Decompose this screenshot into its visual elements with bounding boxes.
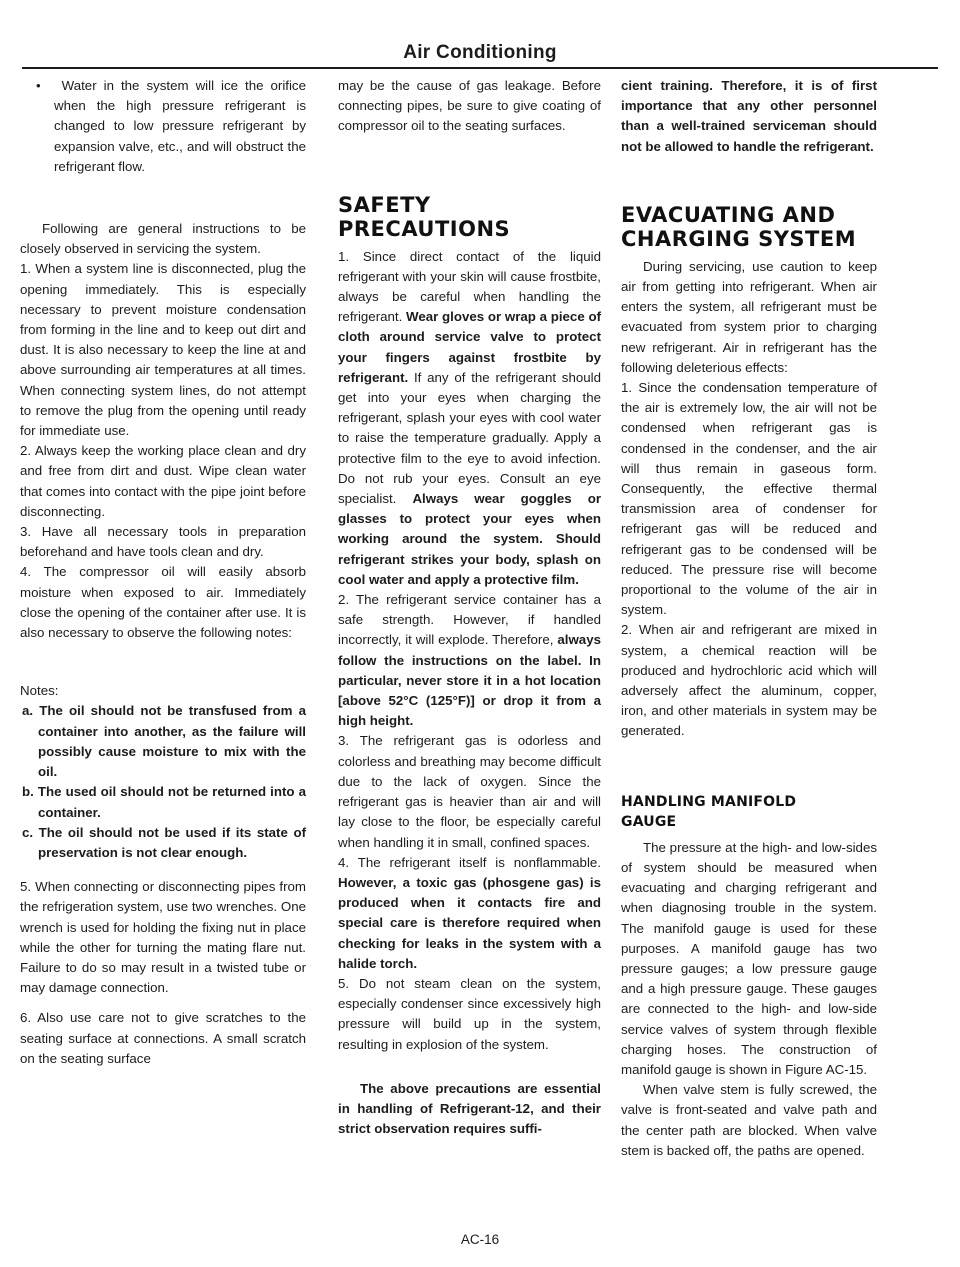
note-a: a. The oil should not be transfused from a container into another, as the failure will possibly cause moisture to mix with the oil.: [22, 703, 306, 780]
safety-heading-line2: PRECAUTIONS: [338, 216, 511, 241]
evacuating-item-1: 1. Since the condensation temperature of the air is extremely low, the air will not be condensed when refrigerant gas is condensed in the condenser, and the air will thus remain in gaseous form. Consequently, the effective thermal transmission area of condenser for refrigerant gas will be reduced and refrigerant gas to be condensed will be reduced. The pressure rise will become proportional to the volume of the air in system.: [621, 380, 877, 618]
manifold-paragraph-1: The pressure at the high- and low-sides of system should be measured when evacuating and charging refrigerant and when diagnosing trouble in the system. The manifold gauge is used for these purposes. A manifold gauge has two pressure gauges; a low pressure gauge and a high pressure gauge. These gauges are connected to the high- and low-side service valves of system through flexible charging hoses. The construction of manifold gauge is shown in Figure AC-15.: [621, 839, 877, 1077]
safety-item-1-bold-b: Wear gloves or wrap a piece of cloth around service valve to protect your fingers against frostbite by refrigerant.: [338, 309, 601, 385]
instruction-4: 4. The compressor oil will easily absorb moisture when exposed to air. Immediately close the opening of the container after use. It is also necessary to observe the following notes:: [20, 564, 306, 641]
bullet-mark: •: [36, 78, 41, 93]
safety-item-4-text-a: 4. The refrigerant itself is nonflammable.: [338, 854, 601, 870]
safety-item-2-bold-b: always follow the instructions on the label. In particular, never store it in a hot location [above 52°C (125°F)] or drop it from a high height.: [338, 632, 601, 729]
instruction-5: 5. When connecting or disconnecting pipes from the refrigeration system, use two wrenches. One wrench is used for holding the fixing nut in place while the other for turning the mating flare nut. Failure to do so may result in a twisted tube or may damage connection.: [20, 879, 306, 996]
manifold-paragraph-2: When valve stem is fully screwed, the valve is front-seated and valve path and the center path are blocked. When valve stem is backed off, the paths are opened.: [621, 1082, 877, 1158]
continuation-text-bold: cient training. Therefore, it is of first importance that any other personnel than a well-trained serviceman should not be allowed to handle the refrigerant.: [621, 78, 877, 154]
notes-label: Notes:: [20, 683, 59, 699]
evacuating-intro: During servicing, use caution to keep air from getting into refrigerant. When air enters the system, all refrigerant must be evacuated from system prior to charging new refrigerant. Air in refrigerant has the following deleterious effects:: [621, 258, 877, 375]
header-rule: [22, 67, 938, 69]
manifold-heading: [621, 792, 877, 832]
evacuating-heading-line1: EVACUATING AND: [621, 202, 836, 227]
manifold-heading-line1: HANDLING MANIFOLD: [621, 793, 797, 810]
bullet-text: Water in the system will ice the orifice when the high pressure refrigerant is changed to low pressure refrigerant by expansion valve, etc., and will obstruct the refrigerant flow.: [54, 78, 306, 174]
safety-item-2-text-a: 2. The refrigerant service container has a safe strength. However, if handled incorrectly, it will explode. Therefore,: [338, 592, 601, 648]
closing-paragraph: The above precautions are essential in handling of Refrigerant-12, and their strict observation requires suffi-: [338, 1080, 601, 1137]
evacuating-heading-line2: CHARGING SYSTEM: [621, 226, 857, 251]
safety-item-1-bold-d: Always wear goggles or glasses to protect your eyes when working around the system. Should refrigerant strikes your body, splash on cool water and apply a protective film.: [338, 491, 601, 587]
intro-paragraph: Following are general instructions to be closely observed in servicing the system.: [20, 221, 306, 257]
instruction-3: 3. Have all necessary tools in preparation beforehand and have tools clean and dry.: [20, 524, 306, 560]
safety-item-2: [338, 590, 601, 731]
evacuating-heading: [621, 203, 877, 251]
note-b: b. The used oil should not be returned into a container.: [22, 784, 306, 820]
safety-item-3: 3. The refrigerant gas is odorless and colorless and breathing may become difficult due to the lack of oxygen. Since the refrigerant gas is heavier than air and will lay close to the floor, be especially careful when handling it in small, confined spaces.: [338, 733, 601, 850]
note-c: c. The oil should not be used if its state of preservation is not clear enough.: [22, 824, 306, 860]
continuation-text: may be the cause of gas leakage. Before connecting pipes, be sure to give coating of compressor oil to the seating surfaces.: [338, 78, 601, 134]
safety-item-1-text-c: If any of the refrigerant should get into your eyes when charging the refrigerant, splash your eyes with cool water to raise the temperature gradually. Apply a protective film to the eye to avoid infection. Do not rub your eyes. Consult an eye specialist.: [338, 369, 601, 507]
instruction-1: 1. When a system line is disconnected, plug the opening immediately. This is especially necessary to prevent moisture condensation from forming in the line and to keep out dirt and dust. It is also necessary to keep the line at and above surrounding air temperatures at all times. When connecting system lines, do not attempt to remove the plug from the opening until ready for immediate use.: [20, 261, 306, 439]
safety-item-1-text-a: 1. Since direct contact of the liquid refrigerant with your skin will cause frostbite, always be careful when handling the refrigerant.: [338, 248, 601, 325]
safety-item-4-bold-b: However, a toxic gas (phosgene gas) is produced when it contacts fire and special care is therefore required when checking for leaks in the system with a halide torch.: [338, 874, 601, 971]
instruction-2: 2. Always keep the working place clean and dry and free from dirt and dust. Wipe clean water that comes into contact with the pipe joint before disconnecting.: [20, 443, 306, 519]
safety-heading: [338, 193, 601, 241]
page-number: AC-16: [460, 1232, 500, 1247]
safety-item-5: 5. Do not steam clean on the system, especially condenser since excessively high pressure will build up in the system, resulting in explosion of the system.: [338, 975, 601, 1052]
column-1: [20, 76, 306, 1069]
safety-heading-line1: SAFETY: [338, 192, 431, 217]
instruction-6: 6. Also use care not to give scratches to the seating surface at connections. A small scratch on the seating surface: [20, 1010, 306, 1066]
manifold-heading-line2: GAUGE: [621, 813, 677, 830]
bullet-item: [20, 76, 306, 177]
safety-item-1: [338, 247, 601, 590]
safety-item-4: [338, 853, 601, 974]
column-3: [621, 76, 877, 1161]
column-2: [338, 76, 601, 1139]
page-header-title: Air Conditioning: [403, 42, 557, 63]
evacuating-item-2: 2. When air and refrigerant are mixed in system, a chemical reaction will be produced and hydrochloric acid which will adversely affect the aluminum, copper, iron, and other materials in system may be generated.: [621, 622, 877, 739]
